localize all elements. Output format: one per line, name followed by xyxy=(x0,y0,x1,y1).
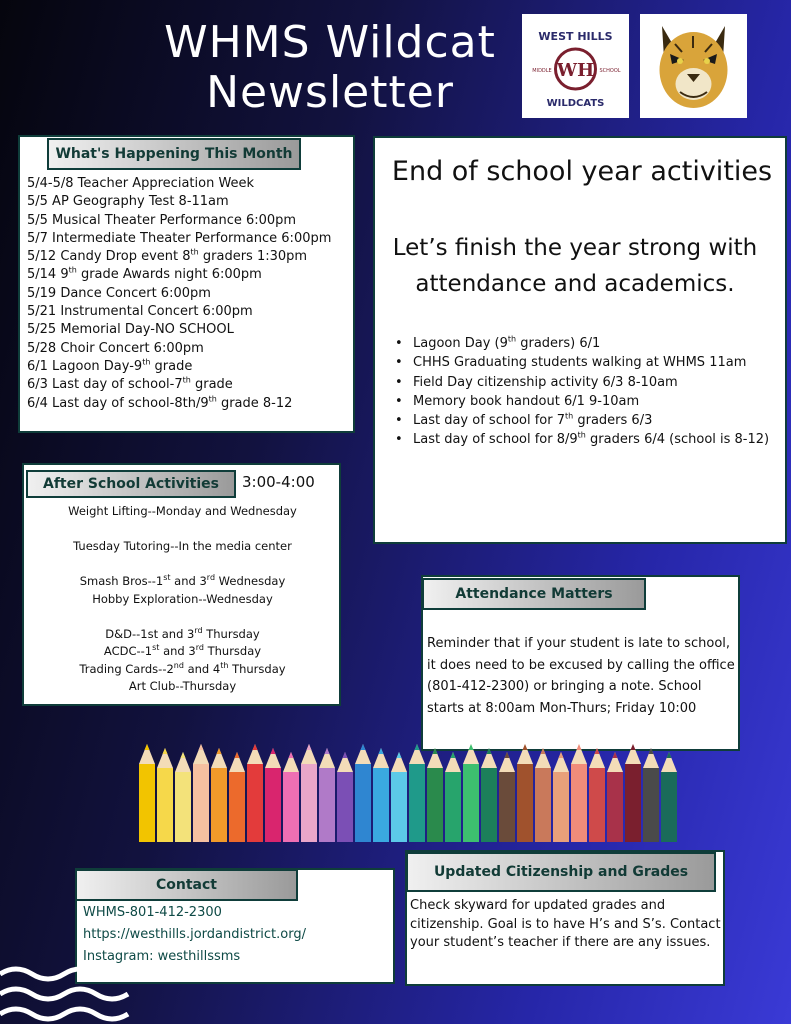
pencil xyxy=(445,752,461,842)
end-of-year-item: • Lagoon Day (9th graders) 6/1 xyxy=(395,334,769,353)
pencil xyxy=(589,748,605,842)
pencil xyxy=(517,744,533,842)
pencil xyxy=(175,752,191,842)
logo-text-top: WEST HILLS xyxy=(538,30,613,43)
end-of-year-item: • Memory book handout 6/1 9-10am xyxy=(395,392,769,411)
pencil xyxy=(427,748,443,842)
month-event-item: 5/12 Candy Drop event 8th graders 1:30pm xyxy=(27,247,308,265)
after-school-item: ACDC--1st and 3rd Thursday xyxy=(103,643,262,658)
end-of-year-item: • Last day of school for 8/9th graders 6/4 (school is 8-12) xyxy=(395,430,769,449)
contact-details xyxy=(83,902,306,968)
wildcat-mascot-logo xyxy=(640,14,747,118)
month-event-item: 5/7 Intermediate Theater Performance 6:00pm xyxy=(27,230,332,246)
pencil xyxy=(355,744,371,842)
month-events-list xyxy=(27,175,331,413)
pencil xyxy=(481,748,497,842)
pencil xyxy=(157,748,173,842)
after-school-item: Art Club--Thursday xyxy=(128,679,237,693)
attendance-body: Reminder that if your student is late to school, it does need to be excused by calling the office (801-412-2300) or bringing a note. School starts at 8:00am Mon-Thurs; Friday 10:00 xyxy=(427,636,735,716)
pencil xyxy=(625,744,641,842)
logo-monogram: WH xyxy=(556,60,595,81)
month-event-item: 6/1 Lagoon Day-9th grade xyxy=(27,357,193,374)
pencil xyxy=(607,752,623,842)
month-events-card xyxy=(18,135,355,433)
pencil xyxy=(499,752,515,842)
logo-side-left: MIDDLE xyxy=(532,68,552,74)
after-school-item: Weight Lifting--Monday and Wednesday xyxy=(68,504,297,518)
pencil xyxy=(643,748,659,842)
pencil xyxy=(301,744,317,842)
contact-heading: Contact xyxy=(75,869,298,901)
pencil xyxy=(661,752,677,842)
month-event-item: 6/3 Last day of school-7th grade xyxy=(27,375,233,393)
after-school-time: 3:00-4:00 xyxy=(242,473,315,491)
month-event-item: 5/4-5/8 Teacher Appreciation Week xyxy=(27,176,255,191)
colored-pencils-image xyxy=(138,742,678,842)
month-events-heading: What's Happening This Month xyxy=(47,138,301,170)
end-of-year-item: • Last day of school for 7th graders 6/3 xyxy=(395,411,769,430)
pencil xyxy=(247,744,263,842)
after-school-item xyxy=(24,556,341,574)
logo-side-right: SCHOOL xyxy=(599,68,621,74)
title-line-1: WHMS Wildcat xyxy=(164,17,496,68)
month-event-item: 5/14 9th grade Awards night 6:00pm xyxy=(27,266,262,283)
after-school-list xyxy=(24,503,341,696)
pencil xyxy=(337,752,353,842)
pencil xyxy=(571,744,587,842)
after-school-item: Trading Cards--2nd and 4th Thursday xyxy=(79,660,286,676)
pencil xyxy=(373,748,389,842)
month-event-item: 6/4 Last day of school-8th/9th grade 8-12 xyxy=(27,394,293,411)
pencil xyxy=(139,744,155,842)
attendance-heading: Attendance Matters xyxy=(422,578,646,610)
pencil xyxy=(193,744,209,842)
after-school-heading: After School Activities xyxy=(26,470,236,498)
end-of-year-subtitle: Let’s finish the year strong with attendance and academics. xyxy=(392,235,758,297)
month-event-item: 5/25 Memorial Day-NO SCHOOL xyxy=(27,322,234,338)
end-of-year-list xyxy=(395,334,769,450)
end-of-year-item: • Field Day citizenship activity 6/3 8-10am xyxy=(395,373,769,392)
pencil xyxy=(553,752,569,842)
pencil xyxy=(283,752,299,842)
pencil xyxy=(319,748,335,842)
pencil xyxy=(409,744,425,842)
west-hills-badge-icon xyxy=(522,14,629,118)
contact-phone: WHMS-801-412-2300 xyxy=(83,905,222,920)
west-hills-logo xyxy=(522,14,629,118)
title-line-2: Newsletter xyxy=(206,67,454,118)
after-school-item xyxy=(24,608,341,626)
after-school-item xyxy=(24,521,341,539)
after-school-item: Smash Bros--1st and 3rd Wednesday xyxy=(79,573,286,588)
after-school-card xyxy=(22,463,341,706)
month-event-item: 5/5 AP Geography Test 8-11am xyxy=(27,194,229,210)
end-of-year-item: • CHHS Graduating students walking at WHMS 11am xyxy=(395,353,769,372)
citizenship-body: Check skyward for updated grades and citizenship. Goal is to have H’s and S’s. Contact your student’s teacher if there are any issues. xyxy=(410,898,721,950)
end-of-year-card xyxy=(373,136,787,544)
month-event-item: 5/21 Instrumental Concert 6:00pm xyxy=(27,304,253,320)
after-school-item: D&D--1st and 3rd Thursday xyxy=(105,625,260,641)
pencil xyxy=(211,748,227,842)
month-event-item: 5/28 Choir Concert 6:00pm xyxy=(27,340,204,356)
pencil xyxy=(463,744,479,842)
month-event-item: 5/5 Musical Theater Performance 6:00pm xyxy=(27,212,297,228)
contact-website-link[interactable]: https://westhills.jordandistrict.org/ xyxy=(83,927,306,942)
pencil xyxy=(535,748,551,842)
after-school-item: Tuesday Tutoring--In the media center xyxy=(73,539,292,553)
pencil xyxy=(265,748,281,842)
newsletter-title xyxy=(150,18,510,118)
after-school-item: Hobby Exploration--Wednesday xyxy=(92,591,273,606)
contact-instagram: Instagram: westhillssms xyxy=(83,949,241,964)
month-event-item: 5/19 Dance Concert 6:00pm xyxy=(27,285,211,301)
pencil xyxy=(391,752,407,842)
citizenship-heading: Updated Citizenship and Grades xyxy=(406,852,716,892)
wave-lines-decoration xyxy=(0,960,130,1024)
logo-text-bottom: WILDCATS xyxy=(546,98,605,109)
wildcat-face-icon xyxy=(640,14,747,118)
pencil xyxy=(229,752,245,842)
end-of-year-title: End of school year activities xyxy=(391,156,773,187)
